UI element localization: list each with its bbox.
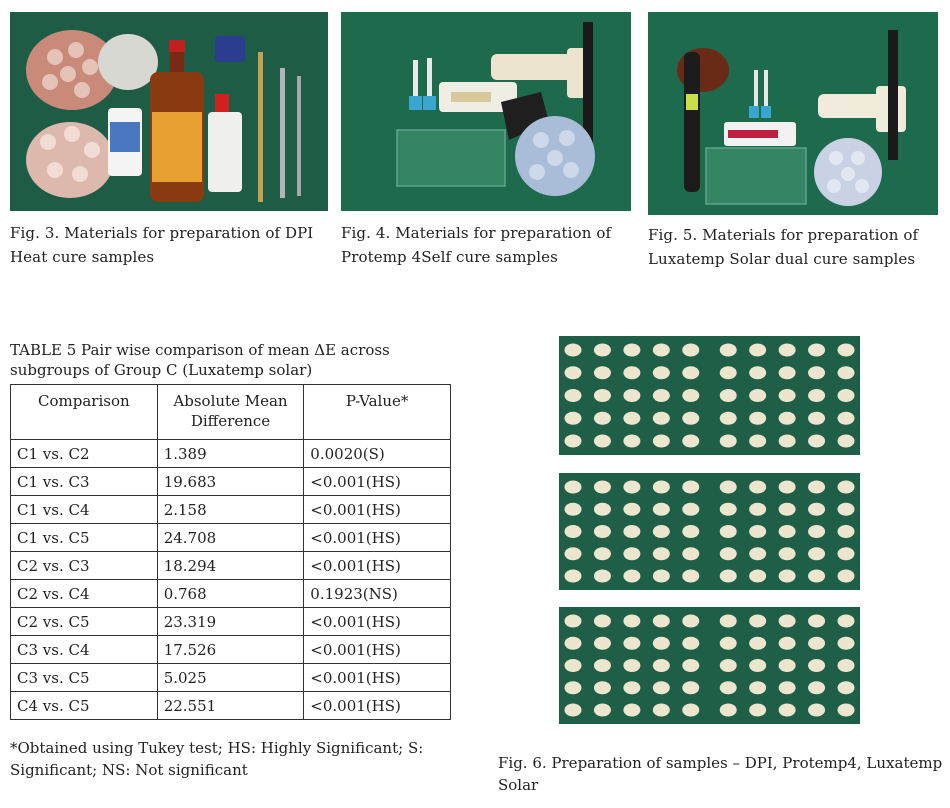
sample-disc [682, 547, 699, 560]
sample-disc [838, 525, 855, 538]
sample-disc [779, 637, 796, 650]
sample-disc [779, 615, 796, 628]
sample-disc [779, 435, 796, 448]
cell-p-value: 0.1923(NS) [304, 580, 451, 608]
sample-disc [720, 704, 737, 717]
sample-disc [749, 435, 766, 448]
sample-disc [565, 435, 582, 448]
sample-disc [749, 547, 766, 560]
sample-disc [808, 637, 825, 650]
cell-difference: 19.683 [157, 468, 304, 496]
sample-disc [623, 366, 640, 379]
table-row [11, 552, 451, 580]
cell-comparison: C1 vs. C5 [11, 524, 158, 552]
sample-disc [838, 412, 855, 425]
table-row [11, 524, 451, 552]
sample-disc [594, 637, 611, 650]
sample-disc [653, 615, 670, 628]
sample-disc [808, 615, 825, 628]
sample-disc [838, 481, 855, 494]
cell-comparison: C1 vs. C4 [11, 496, 158, 524]
sample-disc [682, 344, 699, 357]
sample-disc [682, 435, 699, 448]
sample-disc [594, 366, 611, 379]
sample-disc [653, 570, 670, 583]
cell-p-value: <0.001(HS) [304, 496, 451, 524]
sample-disc [653, 547, 670, 560]
fig5-photo [648, 12, 938, 215]
sample-disc [653, 503, 670, 516]
sample-disc [565, 637, 582, 650]
cell-p-value: <0.001(HS) [304, 636, 451, 664]
sample-disc [838, 344, 855, 357]
fig4-caption: Fig. 4. Materials for preparation of Protemp 4Self cure samples [341, 224, 612, 266]
sample-disc [779, 659, 796, 672]
sample-disc [623, 344, 640, 357]
table-row [11, 664, 451, 692]
sample-disc [565, 481, 582, 494]
sample-disc [749, 481, 766, 494]
sample-disc [682, 570, 699, 583]
sample-disc [565, 570, 582, 583]
sample-disc [565, 503, 582, 516]
sample-disc [720, 615, 737, 628]
sample-disc [720, 412, 737, 425]
sample-disc [808, 344, 825, 357]
sample-disc [838, 637, 855, 650]
cell-comparison: C1 vs. C3 [11, 468, 158, 496]
sample-disc [720, 435, 737, 448]
cell-comparison: C3 vs. C4 [11, 636, 158, 664]
table-row [11, 608, 451, 636]
sample-disc [565, 412, 582, 425]
sample-disc [682, 615, 699, 628]
fig6-photo-luxatemp [559, 607, 860, 724]
sample-disc [779, 503, 796, 516]
sample-disc [653, 681, 670, 694]
sample-disc [808, 659, 825, 672]
cell-comparison: C1 vs. C2 [11, 440, 158, 468]
table-row [11, 496, 451, 524]
sample-disc [682, 704, 699, 717]
sample-disc [749, 366, 766, 379]
cell-p-value: <0.001(HS) [304, 664, 451, 692]
sample-disc [653, 659, 670, 672]
sample-disc [779, 525, 796, 538]
sample-disc [623, 659, 640, 672]
sample-disc [594, 681, 611, 694]
comparison-table [10, 384, 451, 720]
sample-disc [779, 366, 796, 379]
cell-difference: 2.158 [157, 496, 304, 524]
sample-disc [720, 659, 737, 672]
table-caption: TABLE 5 Pair wise comparison of mean ΔE across subgroups of Group C (Luxatemp solar) [10, 341, 390, 379]
sample-disc [653, 412, 670, 425]
fig3-caption: Fig. 3. Materials for preparation of DPI Heat cure samples [10, 224, 314, 266]
sample-disc [720, 637, 737, 650]
sample-disc [623, 615, 640, 628]
sample-disc [565, 366, 582, 379]
sample-disc [594, 412, 611, 425]
table-row [11, 468, 451, 496]
sample-disc [838, 615, 855, 628]
sample-disc [565, 704, 582, 717]
sample-disc [808, 412, 825, 425]
sample-disc [623, 525, 640, 538]
fig6-photo-protemp [559, 473, 860, 590]
sample-disc [565, 615, 582, 628]
sample-disc [779, 344, 796, 357]
sample-disc [808, 481, 825, 494]
sample-disc [749, 704, 766, 717]
sample-disc [565, 659, 582, 672]
fig6-caption: Fig. 6. Preparation of samples – DPI, Protemp4, Luxatemp Solar [498, 754, 943, 794]
table-row [11, 692, 451, 720]
sample-disc [682, 659, 699, 672]
sample-disc [838, 547, 855, 560]
header-mean-difference: Absolute Mean Difference [157, 385, 304, 440]
sample-disc [749, 637, 766, 650]
sample-disc [749, 503, 766, 516]
sample-disc [623, 681, 640, 694]
cell-p-value: 0.0020(S) [304, 440, 451, 468]
sample-disc [682, 481, 699, 494]
sample-disc [720, 481, 737, 494]
sample-disc [779, 681, 796, 694]
sample-disc [808, 503, 825, 516]
sample-disc [808, 704, 825, 717]
sample-disc [838, 659, 855, 672]
sample-disc [749, 344, 766, 357]
sample-disc [565, 344, 582, 357]
sample-disc [594, 481, 611, 494]
table-row [11, 580, 451, 608]
sample-disc [623, 637, 640, 650]
sample-disc [779, 547, 796, 560]
sample-disc [720, 366, 737, 379]
sample-disc [594, 525, 611, 538]
sample-disc [749, 570, 766, 583]
sample-disc [594, 344, 611, 357]
sample-disc [749, 412, 766, 425]
sample-disc [749, 389, 766, 402]
sample-disc [565, 681, 582, 694]
sample-disc [653, 344, 670, 357]
sample-disc [838, 366, 855, 379]
sample-disc [594, 435, 611, 448]
sample-disc [838, 681, 855, 694]
cell-difference: 24.708 [157, 524, 304, 552]
sample-disc [838, 704, 855, 717]
sample-disc [779, 570, 796, 583]
sample-disc [808, 681, 825, 694]
fig6-photo-dpi [559, 336, 860, 455]
cell-comparison: C4 vs. C5 [11, 692, 158, 720]
sample-disc [653, 366, 670, 379]
sample-disc [623, 481, 640, 494]
cell-comparison: C2 vs. C4 [11, 580, 158, 608]
cell-p-value: <0.001(HS) [304, 552, 451, 580]
sample-disc [838, 503, 855, 516]
sample-disc [653, 704, 670, 717]
cell-difference: 17.526 [157, 636, 304, 664]
sample-disc [623, 570, 640, 583]
sample-disc [682, 366, 699, 379]
fig5-caption: Fig. 5. Materials for preparation of Luxatemp Solar dual cure samples [648, 226, 919, 268]
sample-disc [749, 681, 766, 694]
sample-disc [808, 525, 825, 538]
sample-disc [808, 389, 825, 402]
sample-disc [720, 681, 737, 694]
sample-disc [749, 525, 766, 538]
cell-difference: 23.319 [157, 608, 304, 636]
table-row [11, 636, 451, 664]
sample-disc [682, 503, 699, 516]
cell-p-value: <0.001(HS) [304, 692, 451, 720]
sample-disc [808, 547, 825, 560]
sample-disc [594, 570, 611, 583]
sample-disc [594, 503, 611, 516]
header-comparison: Comparison [11, 385, 158, 440]
sample-disc [808, 435, 825, 448]
cell-difference: 5.025 [157, 664, 304, 692]
sample-disc [594, 615, 611, 628]
sample-disc [720, 547, 737, 560]
sample-disc [682, 637, 699, 650]
cell-difference: 1.389 [157, 440, 304, 468]
sample-disc [720, 344, 737, 357]
sample-disc [594, 659, 611, 672]
cell-difference: 22.551 [157, 692, 304, 720]
sample-disc [749, 615, 766, 628]
sample-disc [594, 547, 611, 560]
cell-difference: 18.294 [157, 552, 304, 580]
sample-disc [720, 525, 737, 538]
sample-disc [779, 481, 796, 494]
sample-disc [653, 389, 670, 402]
sample-disc [653, 525, 670, 538]
cell-comparison: C2 vs. C3 [11, 552, 158, 580]
sample-disc [623, 389, 640, 402]
sample-disc [594, 704, 611, 717]
fig3-photo [10, 12, 328, 211]
sample-disc [779, 412, 796, 425]
sample-disc [682, 681, 699, 694]
sample-disc [720, 570, 737, 583]
cell-p-value: <0.001(HS) [304, 468, 451, 496]
sample-disc [623, 547, 640, 560]
fig4-photo [341, 12, 631, 211]
sample-disc [623, 412, 640, 425]
sample-disc [653, 435, 670, 448]
sample-disc [779, 389, 796, 402]
header-p-value: P-Value* [304, 385, 451, 440]
sample-disc [682, 389, 699, 402]
sample-disc [565, 547, 582, 560]
sample-disc [565, 525, 582, 538]
sample-disc [720, 389, 737, 402]
sample-disc [808, 570, 825, 583]
sample-disc [838, 570, 855, 583]
sample-disc [623, 503, 640, 516]
sample-disc [749, 659, 766, 672]
cell-comparison: C3 vs. C5 [11, 664, 158, 692]
cell-p-value: <0.001(HS) [304, 608, 451, 636]
sample-disc [838, 435, 855, 448]
table-footnote: *Obtained using Tukey test; HS: Highly Significant; S: Significant; NS: Not significant [10, 739, 424, 779]
sample-disc [682, 525, 699, 538]
sample-disc [653, 481, 670, 494]
sample-disc [779, 704, 796, 717]
table-header-row [11, 385, 451, 440]
cell-comparison: C2 vs. C5 [11, 608, 158, 636]
cell-difference: 0.768 [157, 580, 304, 608]
sample-disc [682, 412, 699, 425]
sample-disc [623, 435, 640, 448]
sample-disc [565, 389, 582, 402]
sample-disc [653, 637, 670, 650]
cell-p-value: <0.001(HS) [304, 524, 451, 552]
sample-disc [808, 366, 825, 379]
sample-disc [594, 389, 611, 402]
sample-disc [838, 389, 855, 402]
table-row [11, 440, 451, 468]
sample-disc [720, 503, 737, 516]
sample-disc [623, 704, 640, 717]
